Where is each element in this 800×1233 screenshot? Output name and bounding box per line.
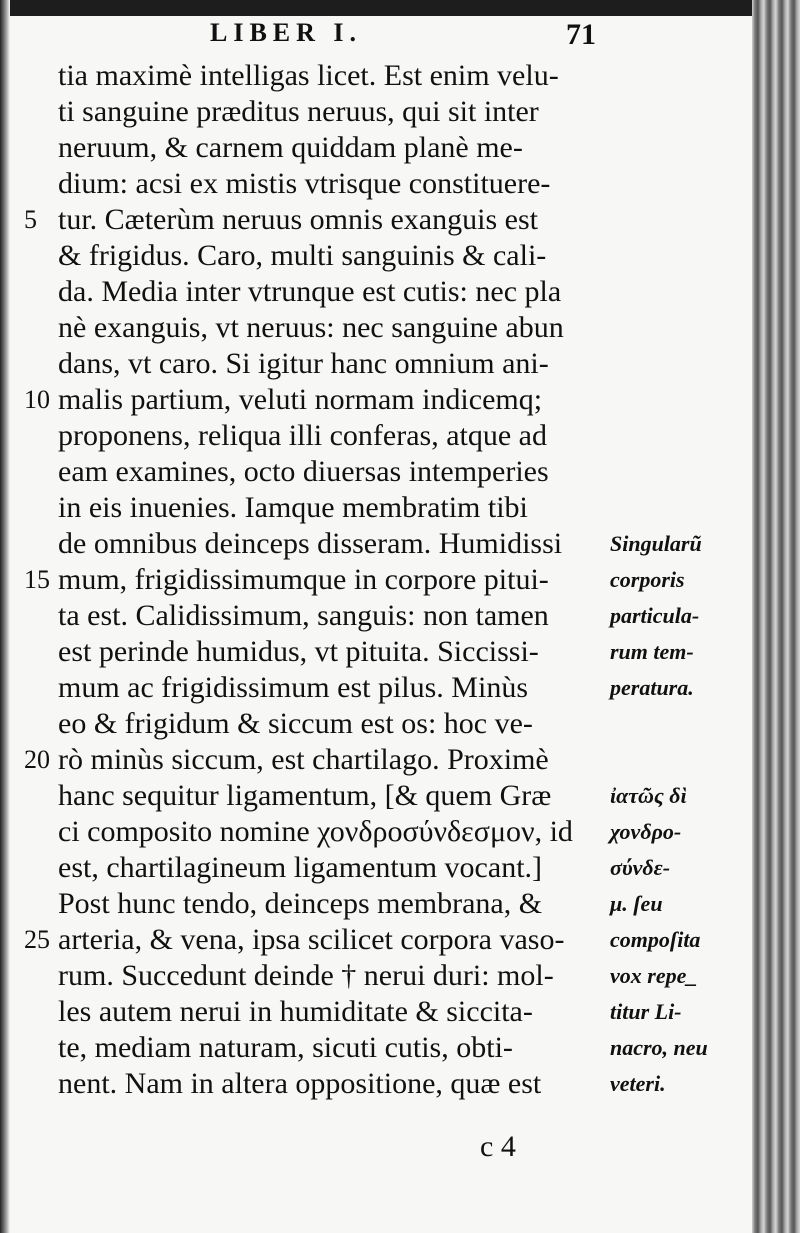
margin-note: particula- — [610, 603, 700, 628]
text-line: rò minùs siccum, est chartilago. Proximè — [58, 743, 549, 776]
text-line: nent. Nam in altera oppositione, quæ est — [58, 1067, 542, 1100]
text-line: arteria, & vena, ipsa scilicet corpora vaso- — [58, 923, 565, 956]
margin-note: corporis — [610, 567, 685, 592]
text-line: eam examines, octo diuersas intemperies — [58, 455, 549, 488]
scan-top-border — [0, 0, 800, 16]
text-line: mum ac frigidissimum est pilus. Minùs — [58, 671, 528, 704]
text-line: de omnibus deinceps disseram. Humidissi — [58, 527, 563, 560]
text-line: ta est. Calidissimum, sanguis: non tamen — [58, 599, 549, 632]
text-line: Post hunc tendo, deinceps membrana, & — [58, 887, 543, 920]
line-number: 15 — [24, 565, 50, 594]
scan-left-edge — [0, 0, 10, 1233]
line-number: 5 — [24, 205, 37, 234]
text-line: rum. Succedunt deinde † nerui duri: mol- — [58, 959, 554, 992]
text-line: in eis inuenies. Iamque membratim tibi — [58, 491, 528, 524]
text-line: eo & frigidum & siccum est os: hoc ve- — [58, 707, 533, 740]
text-line: tia maximè intelligas licet. Est enim velu- — [58, 59, 559, 92]
text-line: est, chartilagineum ligamentum vocant.] — [58, 851, 543, 884]
line-number: 20 — [24, 745, 50, 774]
text-line: dium: acsi ex mistis vtrisque constituere- — [58, 167, 551, 200]
text-line: est perinde humidus, vt pituita. Siccissi- — [58, 635, 539, 668]
text-line: dans, vt caro. Si igitur hanc omnium ani- — [58, 347, 549, 380]
margin-note: vox repe_ — [610, 963, 698, 988]
text-line: & frigidus. Caro, multi sanguinis & cali- — [58, 239, 547, 272]
text-line: ci composito nomine χονδροσύνδεσμον, id — [58, 815, 573, 848]
margin-note: χονδρο- — [610, 819, 682, 844]
text-line: hanc sequitur ligamentum, [& quem Græ — [58, 779, 552, 812]
text-line: neruum, & carnem quiddam planè me- — [58, 131, 523, 164]
margin-note: ἰατῶς δὶ — [610, 783, 687, 808]
running-head: LIBER I. — [210, 18, 363, 47]
text-line: tur. Cæterùm neruus omnis exanguis est — [58, 203, 538, 236]
text-line: malis partium, veluti normam indicemq; — [58, 383, 543, 416]
text-line: mum, frigidissimumque in corpore pitui- — [58, 563, 549, 596]
margin-note: μ. ſeu — [610, 891, 663, 916]
margin-note: titur Li- — [610, 999, 682, 1024]
line-number: 25 — [24, 925, 50, 954]
text-line: nè exanguis, vt neruus: nec sanguine abun — [58, 311, 564, 344]
text-line: proponens, reliqua illi conferas, atque ad — [58, 419, 547, 452]
line-number: 10 — [24, 385, 50, 414]
text-line: ti sanguine præditus neruus, qui sit inter — [58, 95, 539, 128]
text-line: les autem nerui in humiditate & siccita- — [58, 995, 533, 1028]
margin-note: veteri. — [610, 1071, 666, 1096]
signature-mark: c 4 — [480, 1130, 516, 1163]
margin-note: compoſita — [610, 927, 701, 952]
binding-gutter — [752, 0, 800, 1233]
margin-note: Singularũ — [610, 531, 702, 556]
text-line: da. Media inter vtrunque est cutis: nec pla — [58, 275, 562, 308]
text-line: te, mediam naturam, sicuti cutis, obti- — [58, 1031, 513, 1064]
margin-note: nacro, neu — [610, 1035, 708, 1060]
page-number: 71 — [566, 18, 596, 51]
margin-note: σύνδε- — [610, 855, 671, 880]
margin-note: peratura. — [610, 675, 694, 700]
margin-note: rum tem- — [610, 639, 694, 664]
